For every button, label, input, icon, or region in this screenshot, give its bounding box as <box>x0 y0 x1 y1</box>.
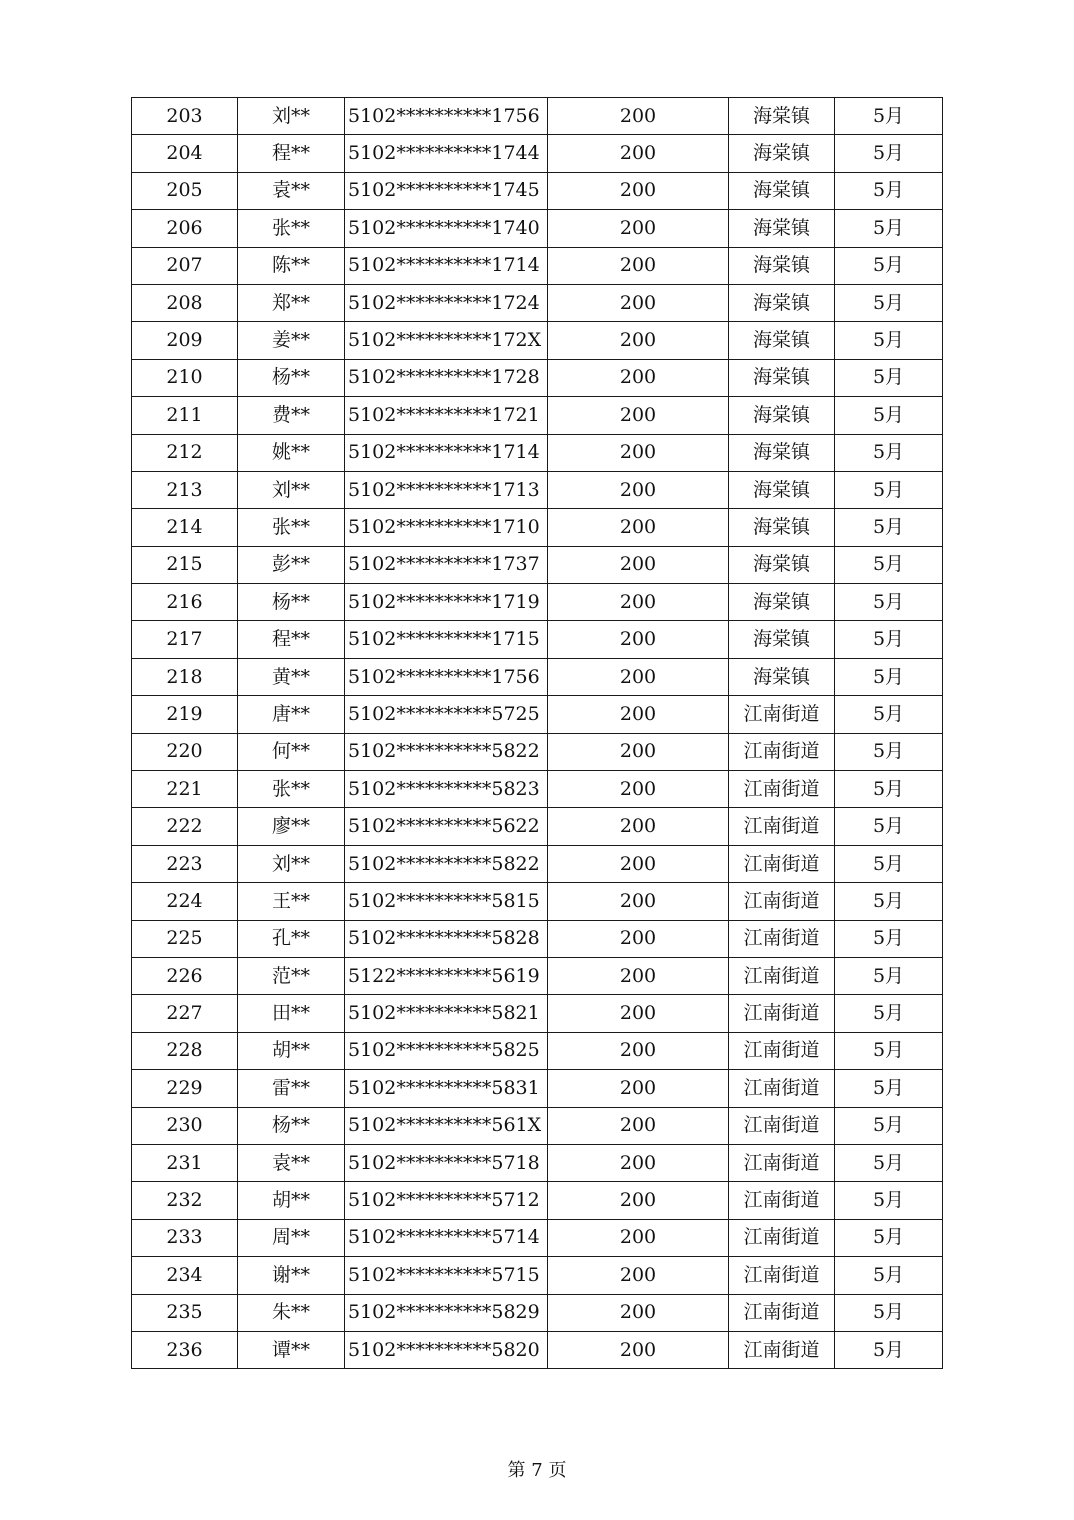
cell-town: 江南街道 <box>729 1182 835 1219</box>
cell-name: 袁** <box>238 172 345 209</box>
cell-id-number: 5102**********5815 <box>345 883 548 920</box>
table-row <box>132 621 943 658</box>
cell-name: 张** <box>238 771 345 808</box>
table-row <box>132 1144 943 1181</box>
cell-serial-number: 228 <box>132 1032 238 1069</box>
cell-id-number: 5122**********5619 <box>345 957 548 994</box>
cell-id-number: 5102**********1745 <box>345 172 548 209</box>
cell-id-number: 5102**********1728 <box>345 359 548 396</box>
table-row <box>132 920 943 957</box>
cell-id-number: 5102**********5823 <box>345 771 548 808</box>
table-row <box>132 957 943 994</box>
cell-name: 孔** <box>238 920 345 957</box>
cell-amount: 200 <box>548 210 729 247</box>
cell-id-number: 5102**********1744 <box>345 135 548 172</box>
cell-month: 5月 <box>835 172 943 209</box>
cell-serial-number: 206 <box>132 210 238 247</box>
table-row <box>132 658 943 695</box>
cell-name: 张** <box>238 210 345 247</box>
cell-amount: 200 <box>548 509 729 546</box>
cell-town: 江南街道 <box>729 845 835 882</box>
table-row <box>132 696 943 733</box>
cell-amount: 200 <box>548 1070 729 1107</box>
table-row <box>132 1107 943 1144</box>
cell-name: 胡** <box>238 1182 345 1219</box>
cell-town: 江南街道 <box>729 957 835 994</box>
cell-town: 江南街道 <box>729 1331 835 1368</box>
cell-town: 江南街道 <box>729 696 835 733</box>
cell-serial-number: 205 <box>132 172 238 209</box>
cell-town: 海棠镇 <box>729 135 835 172</box>
cell-month: 5月 <box>835 883 943 920</box>
cell-town: 海棠镇 <box>729 172 835 209</box>
table-row <box>132 471 943 508</box>
table-row <box>132 98 943 135</box>
cell-amount: 200 <box>548 1294 729 1331</box>
cell-id-number: 5102**********1756 <box>345 658 548 695</box>
cell-month: 5月 <box>835 1219 943 1256</box>
table-row <box>132 509 943 546</box>
cell-town: 江南街道 <box>729 995 835 1032</box>
cell-id-number: 5102**********1715 <box>345 621 548 658</box>
cell-name: 刘** <box>238 98 345 135</box>
cell-amount: 200 <box>548 247 729 284</box>
cell-name: 刘** <box>238 845 345 882</box>
cell-town: 江南街道 <box>729 808 835 845</box>
cell-month: 5月 <box>835 434 943 471</box>
cell-town: 江南街道 <box>729 1257 835 1294</box>
cell-serial-number: 235 <box>132 1294 238 1331</box>
cell-month: 5月 <box>835 509 943 546</box>
cell-month: 5月 <box>835 546 943 583</box>
cell-amount: 200 <box>548 172 729 209</box>
cell-town: 江南街道 <box>729 733 835 770</box>
cell-month: 5月 <box>835 284 943 321</box>
cell-town: 海棠镇 <box>729 621 835 658</box>
cell-name: 王** <box>238 883 345 920</box>
cell-name: 廖** <box>238 808 345 845</box>
cell-id-number: 5102**********5714 <box>345 1219 548 1256</box>
cell-month: 5月 <box>835 621 943 658</box>
cell-id-number: 5102**********5718 <box>345 1144 548 1181</box>
cell-id-number: 5102**********1710 <box>345 509 548 546</box>
cell-serial-number: 230 <box>132 1107 238 1144</box>
cell-name: 袁** <box>238 1144 345 1181</box>
cell-month: 5月 <box>835 210 943 247</box>
cell-amount: 200 <box>548 584 729 621</box>
table-row <box>132 845 943 882</box>
cell-serial-number: 225 <box>132 920 238 957</box>
table-row <box>132 1032 943 1069</box>
table-row <box>132 771 943 808</box>
table-row <box>132 210 943 247</box>
cell-month: 5月 <box>835 1032 943 1069</box>
cell-town: 海棠镇 <box>729 584 835 621</box>
cell-amount: 200 <box>548 995 729 1032</box>
cell-id-number: 5102**********5822 <box>345 733 548 770</box>
table-row <box>132 546 943 583</box>
cell-town: 海棠镇 <box>729 397 835 434</box>
cell-town: 江南街道 <box>729 1294 835 1331</box>
table-row <box>132 1219 943 1256</box>
cell-name: 周** <box>238 1219 345 1256</box>
cell-month: 5月 <box>835 1294 943 1331</box>
cell-serial-number: 234 <box>132 1257 238 1294</box>
cell-name: 杨** <box>238 1107 345 1144</box>
cell-month: 5月 <box>835 995 943 1032</box>
cell-amount: 200 <box>548 733 729 770</box>
table-row <box>132 322 943 359</box>
cell-month: 5月 <box>835 135 943 172</box>
cell-id-number: 5102**********5831 <box>345 1070 548 1107</box>
cell-month: 5月 <box>835 845 943 882</box>
cell-amount: 200 <box>548 471 729 508</box>
cell-month: 5月 <box>835 322 943 359</box>
cell-amount: 200 <box>548 434 729 471</box>
cell-month: 5月 <box>835 1331 943 1368</box>
cell-name: 杨** <box>238 584 345 621</box>
cell-id-number: 5102**********5820 <box>345 1331 548 1368</box>
cell-serial-number: 215 <box>132 546 238 583</box>
cell-id-number: 5102**********5712 <box>345 1182 548 1219</box>
cell-name: 费** <box>238 397 345 434</box>
cell-serial-number: 220 <box>132 733 238 770</box>
cell-serial-number: 219 <box>132 696 238 733</box>
cell-serial-number: 222 <box>132 808 238 845</box>
cell-name: 程** <box>238 135 345 172</box>
cell-town: 江南街道 <box>729 1032 835 1069</box>
cell-amount: 200 <box>548 808 729 845</box>
cell-name: 姜** <box>238 322 345 359</box>
cell-id-number: 5102**********5829 <box>345 1294 548 1331</box>
cell-amount: 200 <box>548 1331 729 1368</box>
cell-month: 5月 <box>835 1144 943 1181</box>
cell-month: 5月 <box>835 957 943 994</box>
cell-town: 海棠镇 <box>729 284 835 321</box>
cell-amount: 200 <box>548 135 729 172</box>
cell-serial-number: 223 <box>132 845 238 882</box>
cell-town: 海棠镇 <box>729 359 835 396</box>
cell-serial-number: 218 <box>132 658 238 695</box>
table-row <box>132 172 943 209</box>
cell-town: 海棠镇 <box>729 658 835 695</box>
cell-amount: 200 <box>548 957 729 994</box>
cell-amount: 200 <box>548 359 729 396</box>
cell-month: 5月 <box>835 696 943 733</box>
table-row <box>132 1331 943 1368</box>
cell-serial-number: 211 <box>132 397 238 434</box>
cell-serial-number: 224 <box>132 883 238 920</box>
cell-id-number: 5102**********5715 <box>345 1257 548 1294</box>
cell-name: 陈** <box>238 247 345 284</box>
cell-town: 海棠镇 <box>729 546 835 583</box>
cell-town: 江南街道 <box>729 920 835 957</box>
cell-serial-number: 216 <box>132 584 238 621</box>
cell-name: 朱** <box>238 1294 345 1331</box>
cell-town: 江南街道 <box>729 1070 835 1107</box>
cell-id-number: 5102**********1737 <box>345 546 548 583</box>
cell-id-number: 5102**********172X <box>345 322 548 359</box>
cell-name: 范** <box>238 957 345 994</box>
cell-serial-number: 210 <box>132 359 238 396</box>
cell-serial-number: 209 <box>132 322 238 359</box>
cell-amount: 200 <box>548 397 729 434</box>
cell-town: 江南街道 <box>729 1144 835 1181</box>
cell-amount: 200 <box>548 322 729 359</box>
cell-serial-number: 208 <box>132 284 238 321</box>
cell-town: 江南街道 <box>729 883 835 920</box>
cell-month: 5月 <box>835 1182 943 1219</box>
cell-serial-number: 214 <box>132 509 238 546</box>
cell-month: 5月 <box>835 808 943 845</box>
cell-id-number: 5102**********5822 <box>345 845 548 882</box>
cell-town: 江南街道 <box>729 1219 835 1256</box>
cell-amount: 200 <box>548 658 729 695</box>
cell-serial-number: 204 <box>132 135 238 172</box>
cell-town: 海棠镇 <box>729 210 835 247</box>
cell-serial-number: 217 <box>132 621 238 658</box>
cell-serial-number: 203 <box>132 98 238 135</box>
cell-month: 5月 <box>835 584 943 621</box>
cell-name: 唐** <box>238 696 345 733</box>
cell-name: 姚** <box>238 434 345 471</box>
table-row <box>132 284 943 321</box>
cell-town: 江南街道 <box>729 771 835 808</box>
table-row <box>132 135 943 172</box>
cell-town: 海棠镇 <box>729 434 835 471</box>
cell-month: 5月 <box>835 733 943 770</box>
cell-name: 谭** <box>238 1331 345 1368</box>
cell-serial-number: 233 <box>132 1219 238 1256</box>
cell-town: 海棠镇 <box>729 247 835 284</box>
cell-amount: 200 <box>548 696 729 733</box>
cell-serial-number: 226 <box>132 957 238 994</box>
cell-amount: 200 <box>548 1144 729 1181</box>
table-row <box>132 584 943 621</box>
cell-serial-number: 227 <box>132 995 238 1032</box>
cell-amount: 200 <box>548 845 729 882</box>
cell-id-number: 5102**********1719 <box>345 584 548 621</box>
cell-town: 海棠镇 <box>729 98 835 135</box>
cell-name: 张** <box>238 509 345 546</box>
table-row <box>132 1294 943 1331</box>
cell-amount: 200 <box>548 1219 729 1256</box>
cell-name: 雷** <box>238 1070 345 1107</box>
cell-name: 田** <box>238 995 345 1032</box>
table-row <box>132 1257 943 1294</box>
cell-amount: 200 <box>548 883 729 920</box>
table-row <box>132 247 943 284</box>
table-row <box>132 434 943 471</box>
cell-serial-number: 232 <box>132 1182 238 1219</box>
cell-month: 5月 <box>835 1257 943 1294</box>
table-body <box>132 98 943 1369</box>
cell-serial-number: 231 <box>132 1144 238 1181</box>
cell-month: 5月 <box>835 1070 943 1107</box>
cell-id-number: 5102**********5622 <box>345 808 548 845</box>
cell-name: 黄** <box>238 658 345 695</box>
cell-amount: 200 <box>548 771 729 808</box>
cell-serial-number: 212 <box>132 434 238 471</box>
cell-amount: 200 <box>548 1107 729 1144</box>
table-row <box>132 1182 943 1219</box>
cell-id-number: 5102**********5828 <box>345 920 548 957</box>
cell-month: 5月 <box>835 397 943 434</box>
cell-id-number: 5102**********1721 <box>345 397 548 434</box>
cell-id-number: 5102**********1713 <box>345 471 548 508</box>
cell-name: 杨** <box>238 359 345 396</box>
table-row <box>132 995 943 1032</box>
cell-amount: 200 <box>548 1032 729 1069</box>
cell-serial-number: 207 <box>132 247 238 284</box>
table-row <box>132 1070 943 1107</box>
cell-serial-number: 229 <box>132 1070 238 1107</box>
cell-id-number: 5102**********561X <box>345 1107 548 1144</box>
cell-serial-number: 213 <box>132 471 238 508</box>
cell-id-number: 5102**********1724 <box>345 284 548 321</box>
cell-month: 5月 <box>835 1107 943 1144</box>
subsidy-table <box>131 97 943 1369</box>
page-number: 第 7 页 <box>507 1460 567 1481</box>
table-row <box>132 359 943 396</box>
table-row <box>132 397 943 434</box>
cell-id-number: 5102**********1756 <box>345 98 548 135</box>
cell-month: 5月 <box>835 658 943 695</box>
cell-serial-number: 221 <box>132 771 238 808</box>
cell-name: 谢** <box>238 1257 345 1294</box>
cell-serial-number: 236 <box>132 1331 238 1368</box>
cell-id-number: 5102**********5725 <box>345 696 548 733</box>
cell-name: 彭** <box>238 546 345 583</box>
cell-amount: 200 <box>548 920 729 957</box>
cell-town: 海棠镇 <box>729 509 835 546</box>
cell-id-number: 5102**********1740 <box>345 210 548 247</box>
cell-amount: 200 <box>548 621 729 658</box>
table-row <box>132 733 943 770</box>
table-row <box>132 883 943 920</box>
cell-month: 5月 <box>835 359 943 396</box>
cell-town: 海棠镇 <box>729 471 835 508</box>
cell-id-number: 5102**********5821 <box>345 995 548 1032</box>
cell-town: 江南街道 <box>729 1107 835 1144</box>
cell-name: 郑** <box>238 284 345 321</box>
cell-amount: 200 <box>548 98 729 135</box>
cell-amount: 200 <box>548 1257 729 1294</box>
cell-name: 刘** <box>238 471 345 508</box>
cell-month: 5月 <box>835 920 943 957</box>
cell-amount: 200 <box>548 284 729 321</box>
cell-town: 海棠镇 <box>729 322 835 359</box>
cell-name: 胡** <box>238 1032 345 1069</box>
table-row <box>132 808 943 845</box>
cell-id-number: 5102**********1714 <box>345 434 548 471</box>
cell-id-number: 5102**********1714 <box>345 247 548 284</box>
cell-name: 程** <box>238 621 345 658</box>
cell-amount: 200 <box>548 1182 729 1219</box>
cell-name: 何** <box>238 733 345 770</box>
cell-month: 5月 <box>835 98 943 135</box>
cell-id-number: 5102**********5825 <box>345 1032 548 1069</box>
cell-month: 5月 <box>835 471 943 508</box>
cell-month: 5月 <box>835 771 943 808</box>
cell-amount: 200 <box>548 546 729 583</box>
cell-month: 5月 <box>835 247 943 284</box>
